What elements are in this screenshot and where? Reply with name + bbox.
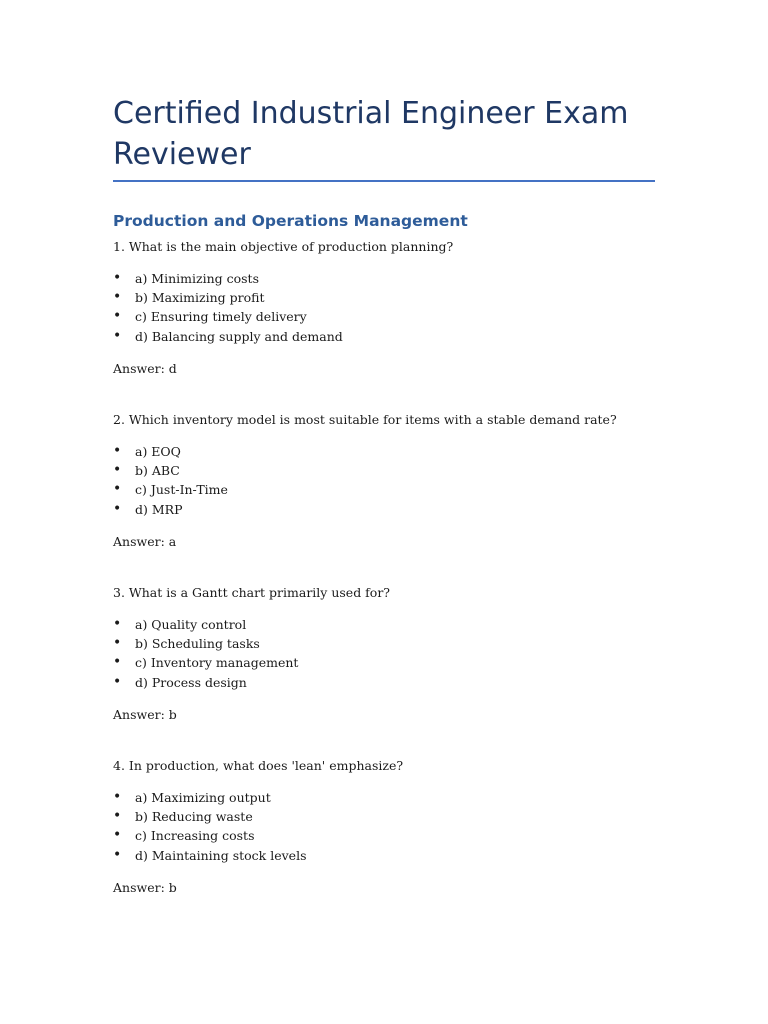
option-item — [113, 461, 713, 480]
bullet-icon: • — [113, 500, 122, 517]
question-block — [113, 756, 713, 897]
option-label: c) Inventory management — [135, 655, 299, 671]
option-item — [113, 307, 713, 326]
question-block — [113, 410, 713, 551]
section-heading: Production and Operations Management — [113, 212, 468, 230]
option-label: a) Minimizing costs — [135, 271, 259, 286]
options-list — [113, 269, 713, 346]
question-text: 4. In production, what does 'lean' emphasize? — [113, 758, 404, 773]
bullet-icon: • — [113, 289, 122, 306]
bullet-icon: • — [113, 481, 122, 498]
bullet-icon: • — [113, 827, 122, 844]
bullet-icon: • — [113, 270, 122, 286]
answer-text: Answer: b — [113, 879, 177, 895]
answer-text: Answer: b — [113, 706, 177, 722]
options-list — [113, 788, 713, 865]
option-item — [113, 846, 713, 865]
question-block — [113, 237, 713, 378]
bullet-icon: • — [113, 846, 122, 863]
bullet-icon: • — [113, 308, 122, 325]
option-label: c) Ensuring timely delivery — [135, 309, 307, 325]
bullet-icon: • — [113, 635, 122, 652]
option-label: b) Scheduling tasks — [135, 636, 260, 652]
option-label: a) Maximizing output — [135, 790, 271, 805]
option-item — [113, 807, 713, 826]
option-label: d) MRP — [135, 501, 183, 517]
option-item — [113, 269, 713, 288]
document-title: Certified Industrial Engineer Exam Reviewer — [113, 96, 629, 172]
option-item — [113, 288, 713, 307]
option-label: c) Increasing costs — [135, 828, 255, 844]
option-label: a) EOQ — [135, 444, 181, 459]
options-list — [113, 615, 713, 692]
option-label: b) Maximizing profit — [135, 290, 265, 306]
title-underline — [113, 180, 655, 182]
option-label: c) Just-In-Time — [135, 482, 228, 498]
option-item — [113, 327, 713, 346]
question-text: 1. What is the main objective of production planning? — [113, 239, 454, 254]
option-item — [113, 673, 713, 692]
question-text: 3. What is a Gantt chart primarily used for? — [113, 585, 390, 600]
bullet-icon: • — [113, 616, 122, 632]
option-item — [113, 615, 713, 634]
bullet-icon: • — [113, 673, 122, 690]
option-item — [113, 480, 713, 499]
option-item — [113, 500, 713, 519]
option-item — [113, 653, 713, 672]
option-item — [113, 826, 713, 845]
option-item — [113, 788, 713, 807]
question-block — [113, 583, 713, 724]
bullet-icon: • — [113, 789, 122, 805]
answer-text: Answer: d — [113, 360, 177, 376]
option-label: b) ABC — [135, 463, 180, 479]
bullet-icon: • — [113, 327, 122, 344]
option-label: b) Reducing waste — [135, 809, 253, 825]
answer-text: Answer: a — [113, 533, 177, 549]
option-label: d) Balancing supply and demand — [135, 328, 343, 344]
option-label: d) Maintaining stock levels — [135, 847, 307, 863]
option-item — [113, 442, 713, 461]
question-text: 2. Which inventory model is most suitable for items with a stable demand rate? — [113, 412, 617, 427]
bullet-icon: • — [113, 443, 122, 459]
bullet-icon: • — [113, 654, 122, 671]
option-item — [113, 634, 713, 653]
option-label: a) Quality control — [135, 617, 247, 632]
options-list — [113, 442, 713, 519]
bullet-icon: • — [113, 462, 122, 479]
option-label: d) Process design — [135, 674, 247, 690]
bullet-icon: • — [113, 808, 122, 825]
